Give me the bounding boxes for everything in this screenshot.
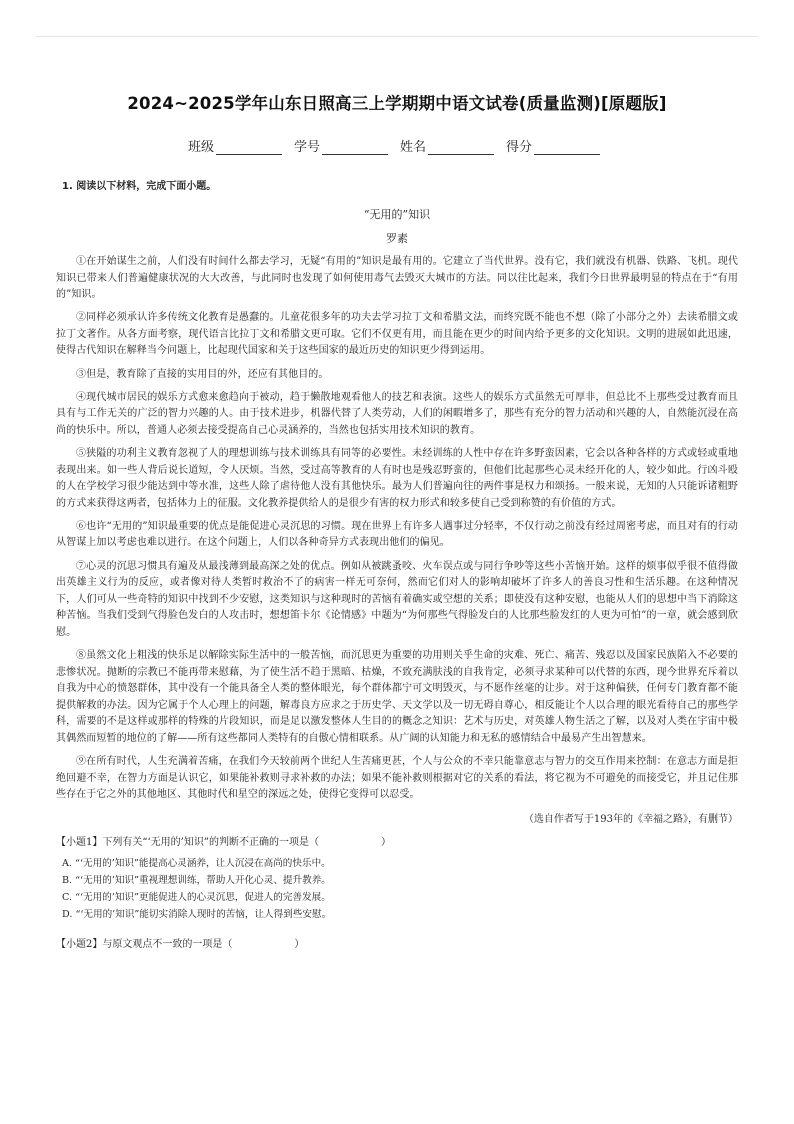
article-source: （选自作者写于193年的《幸福之路》，有删节） <box>523 814 738 826</box>
article-paragraph: ⑥也许“无用的”知识最重要的优点是能促进心灵沉思的习惯。现在世界上有许多人遇事过分轻率，不仅行动之前没有经过周密考虑，而且对有的行动从智谋上加以考虑也难以进行。在这个问题上，人们以各种奇异方式表现出他们的偏见。 <box>56 520 738 549</box>
info-class: 班级 <box>188 136 288 155</box>
document-title: 2024~2025学年山东日照高三上学期期中语文试卷(质量监测)[原题版] <box>127 94 667 113</box>
article-paragraph: ④现代城市居民的娱乐方式愈来愈趋向于被动，趋于懒散地观看他人的技艺和表演。这些人的娱乐方式虽然无可厚非，但总比不上那些受过教育而且具有与工作无关的广泛的智力兴趣的人。由于技术进步，机器代替了人类劳动，人们的闲暇增多了，那些有充分的智力活动和兴趣的人，自然能沉浸在高尚的快乐中。所以，普通人必须去接受提高自己心灵涵养的，当然也包括实用技术知识的教育。 <box>56 391 738 436</box>
article-paragraph: ③但是，教育除了直接的实用目的外，还应有其他目的。 <box>76 368 329 380</box>
info-score: 得分 <box>506 136 606 155</box>
top-divider <box>36 36 758 37</box>
info-name: 姓名 <box>400 136 500 155</box>
option-c[interactable]: C. “‘无用的’知识”更能促进人的心灵沉思，促进人的完善发展。 <box>62 892 331 904</box>
article-author: 罗素 <box>386 232 408 245</box>
student-info-row <box>56 136 738 155</box>
subquestion-2-stem: 【小题2】与原文观点不一致的一项是（ ） <box>56 939 305 951</box>
question-1-header: 1. 阅读以下材料，完成下面小题。 <box>62 181 217 192</box>
article-paragraph: ⑨在所有时代，人生充满着苦痛，在我们今天较前两个世纪人生苦痛更甚，个人与公众的不幸只能靠意志与智力的交互作用来控制：在意志方面是拒绝回避不幸，在智力方面是认识它，如果能补救则寻求补救的办法；如果不能补救则根据对它的关系的看法，将它视为不可避免的而接受它，并且记住那些存在于它之外的其他地区、其他时代和星空的深远之处，使得它变得可以忍受。 <box>56 756 738 801</box>
info-number: 学号 <box>294 136 394 155</box>
article-title: “无用的”知识 <box>363 208 431 221</box>
option-b[interactable]: B. “‘无用的’知识”重视理想训练，帮助人开化心灵、提升教养。 <box>62 875 331 887</box>
number-blank[interactable] <box>322 140 388 155</box>
document-page <box>56 90 738 958</box>
name-blank[interactable] <box>428 140 494 155</box>
article-paragraph: ⑤狭隘的功利主义教育忽视了人的理想训练与技术训练具有同等的必要性。未经训练的人性中存在许多野蛮因素，它会以各种各样的方式或轻或重地表现出来。如一些人背后说长道短，令人厌烦。当然，受过高等教育的人有时也是残忍野蛮的，但他们比起那些心灵未经开化的人，较少如此。行凶斗殴的人在学校学习很少能达到中等水准，这些人除了虐待他人没有其他快乐。最为人们普遍向往的两件事是权力和颂扬。一般来说，无知的人只能诉诸粗野的方式来获得这两者，包括体力上的征服。文化教养提供给人的是很少有害的权力形式和较多使自己受到称赞的有价值的方式。 <box>56 447 738 509</box>
option-d[interactable]: D. “‘无用的’知识”能切实消除人现时的苦恼，让人得到些安慰。 <box>62 909 332 921</box>
score-blank[interactable] <box>534 140 600 155</box>
subquestion-1-options <box>56 856 738 923</box>
subquestion-1-stem: 【小题1】下列有关“‘无用的’知识”的判断不正确的一项是（ ） <box>56 837 391 849</box>
option-a[interactable]: A. “‘无用的’知识”能提高心灵涵养，让人沉浸在高尚的快乐中。 <box>62 858 331 870</box>
article-paragraph: ①在开始谋生之前，人们没有时间什么都去学习，无疑“有用的”知识是最有用的。它建立了当代世界。没有它，我们就没有机器、铁路、飞机。现代知识已带来人们普遍健康状况的大大改善，与此同时也发现了如何使用毒气去毁灭大城市的方法。同以往比起来，我们今日世界最明显的特点在于“有用的”知识。 <box>56 256 738 301</box>
article-paragraph: ⑧虽然文化上粗浅的快乐足以解除实际生活中的一般苦恼，而沉思更为重要的功用则关乎生命的灾难、死亡、痛苦、残忍以及国家民族陷入不必要的悲惨状况。抛断的宗教已不能再带来慰藉，为了使生活不趋于黑暗、枯燥，不致充满肤浅的自我肯定，必须寻求某种可以代替的东西，现今世界充斥着以自我为中心的愤怒群体，其中没有一个能具备全人类的整体眼光，每个群体都宁可文明毁灭，与不愿作丝毫的让步。对于这种偏狭，任何专门教育都不能提供解救的办法。因为它属于个人心理上的问题，解毒良方应求之于历史学、天文学以及一切无碍自尊心，相反能让个人以合理的眼光看待自己的那些学科，需要的不是这样或那样的特殊的片段知识，而是足以激发整体人生目的的概念之知识：艺术与历史，对英雄人物生活之了解，以及对人类在宇宙中极其偶然而短暂的地位的了解——所有这些都同人类特有的自傲心情相联系。从广阔的认知能力和无私的感情结合中最易产生出智慧来。 <box>56 649 738 744</box>
article-paragraph: ⑦心灵的沉思习惯具有遍及从最浅薄到最高深之处的优点。例如从被跳蚤咬、火车误点或与同行争吵等这些小苦恼开始。这样的烦事似乎很不值得做出英雄主义行为的反应，或者像对待人类暂时救治不了的病害一样无可奈何，然而它们对人的影响却破坏了许多人的善良习性和生活乐趣。在这种情况下，人们可从一些奇特的知识中找到不少安慰，这类知识与这种现时的苦恼有着确实或空想的关系；即使没有这种安慰，也能从人们的思想中当下消除这种苦恼。当我们受到气得脸色发白的人攻击时，想想笛卡尔《论情感》中题为“为何那些气得脸发白的人比那些脸发红的人更为可怕”的一章，就会感到欣慰。 <box>56 560 738 638</box>
article-paragraph: ②同样必须承认许多传统文化教育是愚蠢的。儿童花很多年的功夫去学习拉丁文和希腊文法，而终究既不能也不想（除了小部分之外）去读希腊文或拉丁文著作。从各方面考察，现代语言比拉丁文和希腊文更可取。它们不仅更有用，而且能在更少的时间内给予更多的文化知识。文明的进展如此迅速，使得古代知识在解释当今问题上，比起现代国家和关于这些国家的最近历史的知识更少得到运用。 <box>56 312 738 357</box>
class-blank[interactable] <box>216 140 282 155</box>
